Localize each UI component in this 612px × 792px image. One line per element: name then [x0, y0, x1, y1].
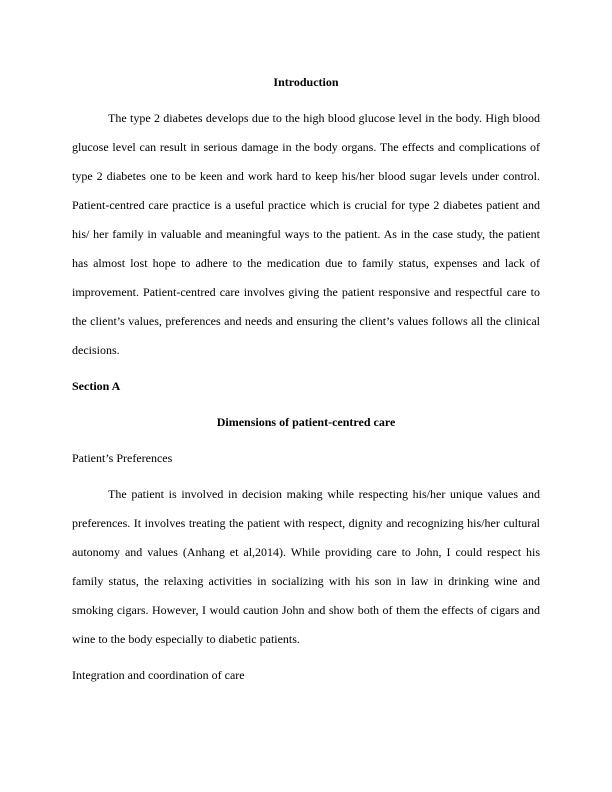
spacer — [72, 437, 540, 444]
preferences-paragraph: The patient is involved in decision making while respecting his/her unique values and preferences. It involves treating the patient with respect, dignity and recognizing his/her cultural autonomy and values (Anhang et al,2014). While providing care to John, I could respect his family status, the relaxing activities in socializing with his son in law in drinking wine and smoking cigars. However, I would caution John and show both of them the effects of cigars and wine to the body especially to diabetic patients. — [72, 487, 540, 646]
spacer — [72, 654, 540, 661]
section-a-label: Section A — [72, 379, 121, 393]
preferences-heading: Patient’s Preferences — [72, 451, 173, 465]
spacer — [72, 401, 540, 408]
section-a-title: Dimensions of patient-centred care — [216, 415, 396, 429]
spacer — [72, 473, 540, 480]
spacer — [72, 365, 540, 372]
spacer — [72, 97, 540, 104]
introduction-heading: Introduction — [273, 75, 339, 89]
introduction-paragraph: The type 2 diabetes develops due to the high blood glucose level in the body. High blood glucose level can result in serious damage in the body organs. The effects and complications of type 2 diabetes one to be keen and work hard to keep his/her blood sugar levels under control. Patient-centred care practice is a useful practice which is crucial for type 2 diabetes patient and his/ her family in valuable and meaningful ways to the patient. As in the case study, the patient has almost lost hope to adhere to the medication due to family status, expenses and lack of improvement. Patient-centred care involves giving the patient responsive and respectful care to the client’s values, preferences and needs and ensuring the client’s values follows all the clinical decisions. — [72, 111, 540, 357]
document-body — [72, 68, 540, 690]
integration-heading: Integration and coordination of care — [72, 668, 245, 682]
